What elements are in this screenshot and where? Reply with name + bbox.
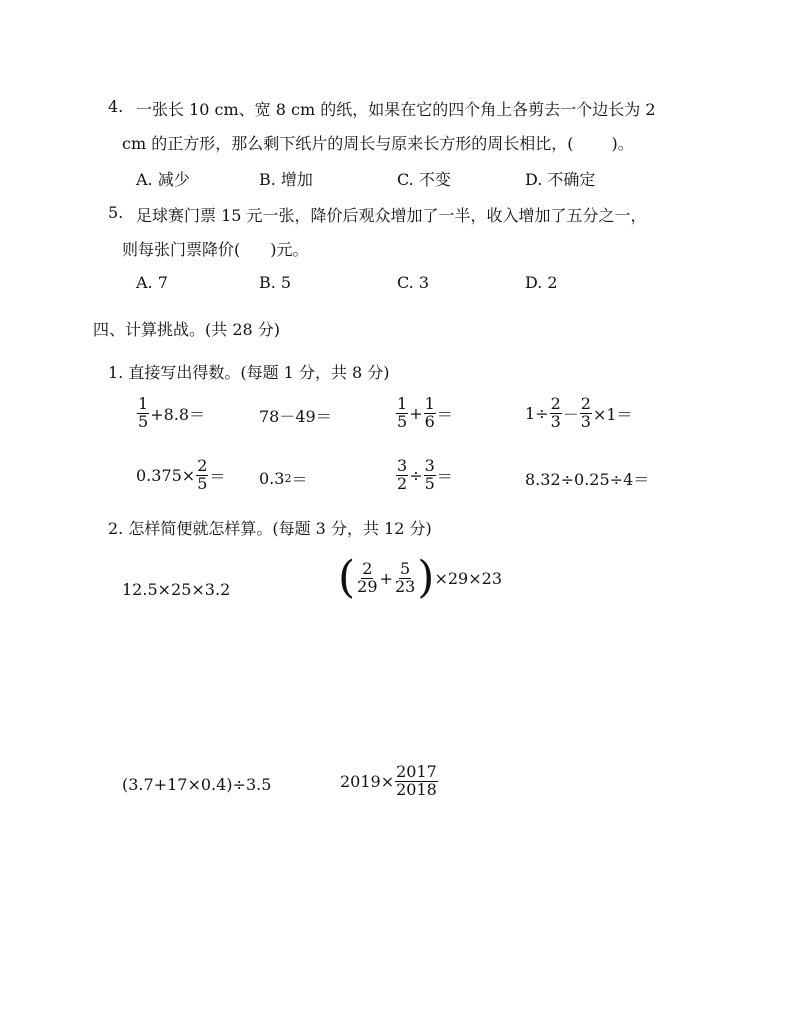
part2-expr-2: ( $\frac{2}{29}$ + $\frac{5}{23}$ ) ×29×23 (338, 552, 502, 603)
fraction: $\frac{1}{5}$ (397, 394, 408, 431)
fraction: $\frac{1}{6}$ (424, 394, 435, 431)
fraction: $\frac{3}{5}$ (424, 456, 435, 493)
fraction: $\frac{2}{29}$ (357, 558, 378, 596)
part1-expr-7: $\frac{3}{2}$ ÷ $\frac{3}{5}$ ＝ (397, 456, 453, 493)
fraction: $\frac{3}{2}$ (397, 456, 408, 493)
part1-expr-1: $\frac{1}{5}$ +8.8＝ (138, 394, 206, 431)
part1-expr-4: 1÷ $\frac{2}{3}$ － $\frac{2}{3}$ ×1＝ (525, 394, 633, 431)
q4-option-c[interactable]: C. 不变 (397, 170, 451, 189)
fraction: $\frac{2017}{2018}$ (396, 762, 437, 799)
part2-expr-1: 12.5×25×3.2 (122, 580, 231, 599)
q5-text-line2 (122, 237, 309, 260)
q5-text-line2-start: 则每张门票降价( (122, 240, 241, 259)
fraction: $\frac{2}{3}$ (580, 394, 591, 431)
part1-expr-2: 78－49＝ (259, 407, 332, 426)
part2-expr-3: (3.7+17×0.4)÷3.5 (122, 775, 272, 794)
q4-text-line2-end: )。 (611, 134, 634, 153)
q5-number: 5. (108, 203, 124, 222)
q4-option-a[interactable]: A. 减少 (136, 170, 190, 189)
q4-option-b[interactable]: B. 增加 (259, 170, 313, 189)
fraction: $\frac{2}{3}$ (550, 394, 561, 431)
q5-option-b[interactable]: B. 5 (259, 273, 292, 292)
part1-expr-6: 0.3 2 ＝ (259, 469, 308, 489)
part2-expr-4: 2019× $\frac{2017}{2018}$ (340, 762, 437, 799)
fraction: $\frac{5}{23}$ (394, 558, 416, 596)
fraction: $\frac{1}{5}$ (138, 394, 149, 431)
q5-option-c[interactable]: C. 3 (397, 273, 430, 292)
part1-expr-5: 0.375× $\frac{2}{5}$ ＝ (136, 456, 226, 493)
q4-text-line2 (122, 131, 634, 154)
q4-text-line2-start: cm 的正方形，那么剩下纸片的周长与原来长方形的周长相比，( (122, 134, 574, 153)
fraction: $\frac{2}{5}$ (197, 456, 208, 493)
q4-option-d[interactable]: D. 不确定 (525, 170, 596, 189)
part1-expr-8: 8.32÷0.25÷4＝ (525, 470, 650, 489)
q4-number: 4. (108, 97, 124, 116)
part1-title: 1. 直接写出得数。(每题 1 分，共 8 分) (108, 363, 390, 382)
q5-text-line1: 足球赛门票 15 元一张，降价后观众增加了一半，收入增加了五分之一， (136, 206, 647, 225)
part1-expr-3: $\frac{1}{5}$ + $\frac{1}{6}$ ＝ (397, 394, 453, 431)
part2-title: 2. 怎样简便就怎样算。(每题 3 分，共 12 分) (108, 519, 432, 538)
q5-option-a[interactable]: A. 7 (136, 273, 168, 292)
q5-text-line2-end: )元。 (270, 240, 309, 259)
q4-text-line1: 一张长 10 cm、宽 8 cm 的纸，如果在它的四个角上各剪去一个边长为 2 (136, 100, 656, 119)
section4-title: 四、计算挑战。(共 28 分) (93, 320, 281, 339)
q5-option-d[interactable]: D. 2 (525, 273, 558, 292)
